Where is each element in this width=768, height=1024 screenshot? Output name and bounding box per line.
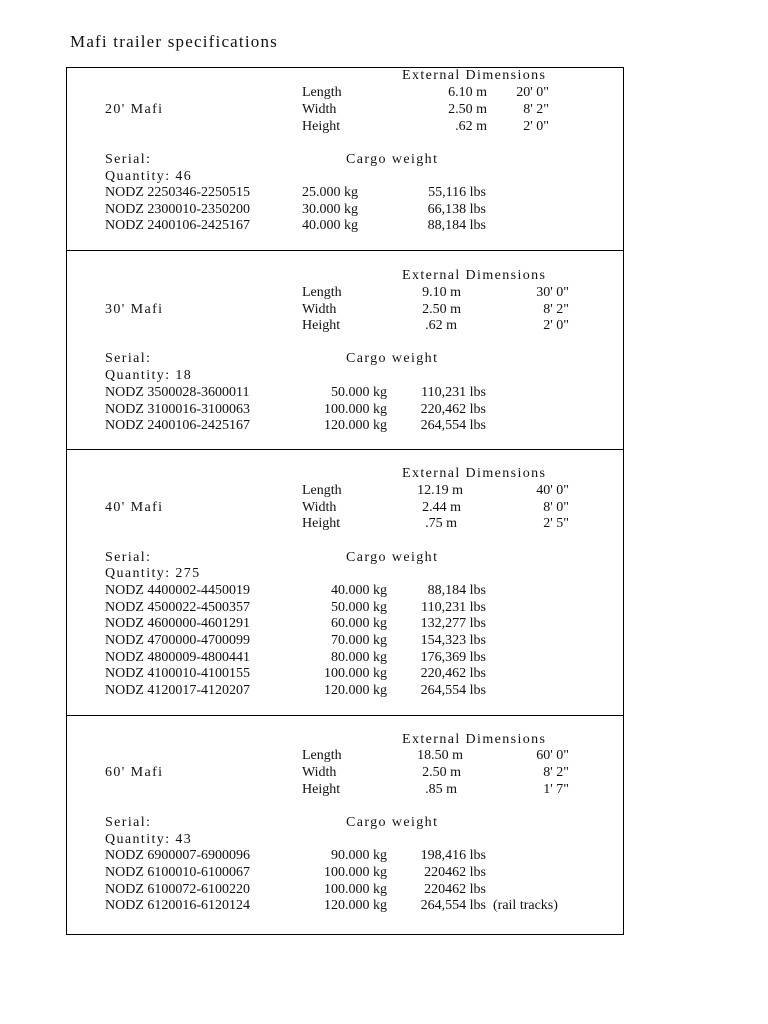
- height-label: Height: [302, 782, 341, 797]
- height-metric: .75 m: [425, 516, 457, 531]
- mafi-type-label: 20' Mafi: [105, 102, 164, 117]
- cargo-weight-lbs: 220,462 lbs: [420, 402, 486, 417]
- cargo-weight-kg: 120.000 kg: [324, 898, 387, 913]
- quantity-text: Quantity: 18: [105, 368, 193, 383]
- cargo-weight-kg: 25.000 kg: [302, 185, 358, 200]
- width-metric: 2.50 m: [448, 102, 487, 117]
- cargo-weight-lbs: 264,554 lbs: [420, 683, 486, 698]
- page-title: Mafi trailer specifications: [70, 32, 278, 51]
- length-label: Length: [302, 85, 342, 100]
- serial-label: Serial:: [105, 550, 152, 565]
- cargo-weight-lbs: 88,184 lbs: [427, 218, 486, 233]
- external-dimensions-heading: External Dimensions: [402, 268, 547, 283]
- width-label: Width: [302, 500, 337, 515]
- cargo-weight-lbs: 264,554 lbs: [420, 898, 486, 913]
- width-imperial: 8' 0": [543, 500, 569, 515]
- quantity-text: Quantity: 43: [105, 832, 193, 847]
- serial-range: NODZ 2250346-2250515: [105, 185, 251, 200]
- cargo-weight-lbs: 88,184 lbs: [427, 583, 486, 598]
- length-imperial: 40' 0": [536, 483, 569, 498]
- length-metric: 9.10 m: [422, 285, 461, 300]
- width-imperial: 8' 2": [523, 102, 549, 117]
- spec-table: [66, 67, 624, 935]
- cargo-weight-lbs: 110,231 lbs: [421, 600, 486, 615]
- serial-range: NODZ 4800009-4800441: [105, 650, 251, 665]
- cargo-weight-kg: 80.000 kg: [331, 650, 387, 665]
- length-metric: 18.50 m: [417, 748, 463, 763]
- length-metric: 12.19 m: [417, 483, 463, 498]
- cargo-weight-lbs: 110,231 lbs: [421, 385, 486, 400]
- serial-range: NODZ 6100072-6100220: [105, 882, 251, 897]
- external-dimensions-heading: External Dimensions: [402, 68, 547, 83]
- serial-range: NODZ 4100010-4100155: [105, 666, 251, 681]
- mafi-type-label: 30' Mafi: [105, 302, 164, 317]
- serial-range: NODZ 4500022-4500357: [105, 600, 251, 615]
- cargo-weight-kg: 100.000 kg: [324, 402, 387, 417]
- cargo-weight-kg: 100.000 kg: [324, 666, 387, 681]
- cargo-weight-heading: Cargo weight: [346, 351, 439, 366]
- cargo-weight-kg: 70.000 kg: [331, 633, 387, 648]
- cargo-weight-lbs: 132,277 lbs: [420, 616, 486, 631]
- height-imperial: 1' 7": [543, 782, 569, 797]
- serial-range: NODZ 4600000-4601291: [105, 616, 251, 631]
- cargo-weight-lbs: 154,323 lbs: [420, 633, 486, 648]
- cargo-weight-lbs: 264,554 lbs: [420, 418, 486, 433]
- serial-label: Serial:: [105, 815, 152, 830]
- length-label: Length: [302, 285, 342, 300]
- section-20ft-mafi: [67, 68, 623, 250]
- length-imperial: 60' 0": [536, 748, 569, 763]
- serial-range: NODZ 6900007-6900096: [105, 848, 251, 863]
- cargo-weight-lbs: 198,416 lbs: [420, 848, 486, 863]
- cargo-weight-kg: 100.000 kg: [324, 882, 387, 897]
- cargo-weight-kg: 30.000 kg: [302, 202, 358, 217]
- external-dimensions-heading: External Dimensions: [402, 732, 547, 747]
- serial-label: Serial:: [105, 152, 152, 167]
- length-imperial: 30' 0": [536, 285, 569, 300]
- width-metric: 2.50 m: [422, 765, 461, 780]
- length-label: Length: [302, 483, 342, 498]
- cargo-weight-kg: 60.000 kg: [331, 616, 387, 631]
- cargo-weight-lbs: 220462 lbs: [424, 882, 486, 897]
- width-metric: 2.44 m: [422, 500, 461, 515]
- width-label: Width: [302, 765, 337, 780]
- quantity-text: Quantity: 46: [105, 169, 193, 184]
- cargo-weight-kg: 40.000 kg: [302, 218, 358, 233]
- cargo-weight-kg: 50.000 kg: [331, 600, 387, 615]
- cargo-weight-kg: 120.000 kg: [324, 683, 387, 698]
- mafi-type-label: 40' Mafi: [105, 500, 164, 515]
- height-label: Height: [302, 318, 341, 333]
- cargo-weight-heading: Cargo weight: [346, 152, 439, 167]
- cargo-weight-lbs: 176,369 lbs: [420, 650, 486, 665]
- serial-range: NODZ 2300010-2350200: [105, 202, 251, 217]
- external-dimensions-heading: External Dimensions: [402, 466, 547, 481]
- length-imperial: 20' 0": [516, 85, 549, 100]
- cargo-weight-lbs: 220,462 lbs: [420, 666, 486, 681]
- rail-tracks-note: (rail tracks): [493, 898, 558, 913]
- length-label: Length: [302, 748, 342, 763]
- serial-range: NODZ 2400106-2425167: [105, 218, 251, 233]
- serial-range: NODZ 4700000-4700099: [105, 633, 251, 648]
- serial-range: NODZ 6100010-6100067: [105, 865, 251, 880]
- cargo-weight-kg: 120.000 kg: [324, 418, 387, 433]
- cargo-weight-kg: 40.000 kg: [331, 583, 387, 598]
- mafi-type-label: 60' Mafi: [105, 765, 164, 780]
- cargo-weight-heading: Cargo weight: [346, 815, 439, 830]
- length-metric: 6.10 m: [448, 85, 487, 100]
- serial-range: NODZ 4120017-4120207: [105, 683, 251, 698]
- height-imperial: 2' 0": [543, 318, 569, 333]
- cargo-weight-kg: 50.000 kg: [331, 385, 387, 400]
- height-label: Height: [302, 516, 341, 531]
- cargo-weight-kg: 100.000 kg: [324, 865, 387, 880]
- serial-range: NODZ 6120016-6120124: [105, 898, 251, 913]
- section-30ft-mafi: [67, 250, 623, 450]
- serial-range: NODZ 2400106-2425167: [105, 418, 251, 433]
- cargo-weight-lbs: 220462 lbs: [424, 865, 486, 880]
- cargo-weight-heading: Cargo weight: [346, 550, 439, 565]
- quantity-text: Quantity: 275: [105, 566, 201, 581]
- width-imperial: 8' 2": [543, 302, 569, 317]
- serial-range: NODZ 3100016-3100063: [105, 402, 251, 417]
- section-40ft-mafi: [67, 449, 623, 716]
- serial-range: NODZ 3500028-3600011: [105, 385, 250, 400]
- width-metric: 2.50 m: [422, 302, 461, 317]
- section-60ft-mafi: [67, 715, 623, 935]
- width-imperial: 8' 2": [543, 765, 569, 780]
- serial-label: Serial:: [105, 351, 152, 366]
- height-imperial: 2' 5": [543, 516, 569, 531]
- height-metric: .62 m: [455, 119, 487, 134]
- height-metric: .62 m: [425, 318, 457, 333]
- height-imperial: 2' 0": [523, 119, 549, 134]
- cargo-weight-lbs: 66,138 lbs: [427, 202, 486, 217]
- serial-range: NODZ 4400002-4450019: [105, 583, 251, 598]
- height-metric: .85 m: [425, 782, 457, 797]
- width-label: Width: [302, 102, 337, 117]
- cargo-weight-kg: 90.000 kg: [331, 848, 387, 863]
- cargo-weight-lbs: 55,116 lbs: [428, 185, 486, 200]
- height-label: Height: [302, 119, 341, 134]
- width-label: Width: [302, 302, 337, 317]
